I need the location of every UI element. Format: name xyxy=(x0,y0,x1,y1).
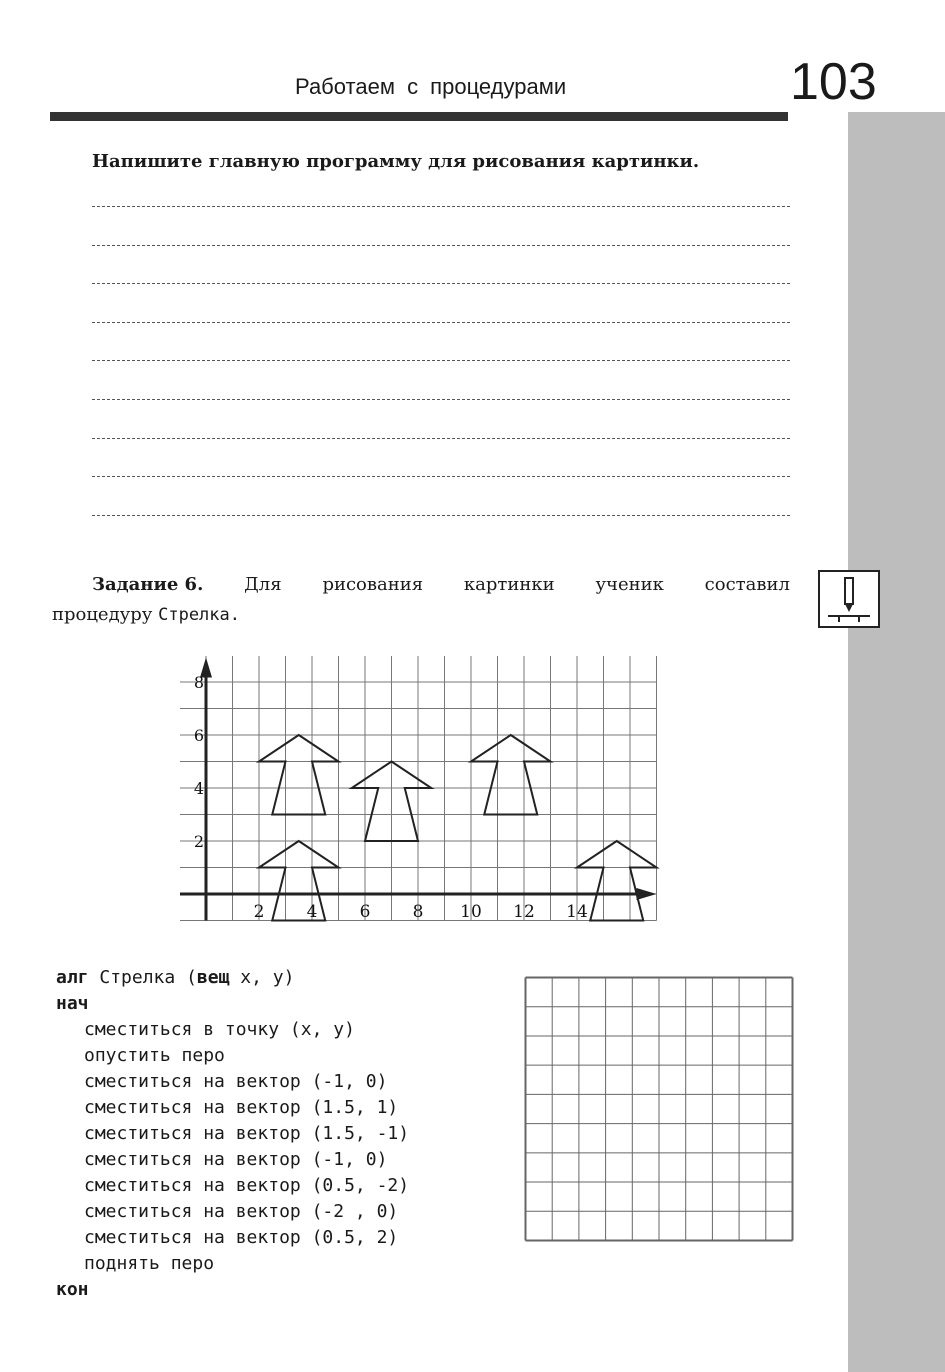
task-line2-prefix: процедуру xyxy=(52,604,153,625)
code-params: x, y) xyxy=(240,967,295,988)
answer-line[interactable] xyxy=(92,438,790,439)
task-label: Задание 6. xyxy=(92,574,204,595)
task-word: составил xyxy=(704,574,790,595)
code-param-open: ( xyxy=(186,967,197,988)
task-word: рисования xyxy=(322,574,424,595)
procedure-name: Стрелка. xyxy=(158,605,240,625)
x-tick-label: 8 xyxy=(412,902,424,922)
code-keyword-alg: алг xyxy=(56,967,89,988)
task-line-1 xyxy=(52,570,790,600)
x-tick-label: 14 xyxy=(566,902,588,922)
code-line: сместиться на вектор (1.5, 1) xyxy=(84,1097,399,1118)
arrow-shape xyxy=(577,841,657,921)
page-header-title: Работаем с процедурами xyxy=(295,74,567,99)
code-line: сместиться в точку (x, y) xyxy=(84,1019,355,1040)
page-side-bar xyxy=(848,112,945,1372)
y-tick-label: 6 xyxy=(193,726,204,745)
x-tick-label: 2 xyxy=(253,902,265,922)
answer-line[interactable] xyxy=(92,245,790,246)
x-tick-label: 4 xyxy=(306,902,318,922)
code-keyword-nach: нач xyxy=(56,993,89,1014)
x-axis-arrowhead xyxy=(637,888,657,900)
y-tick-label: 8 xyxy=(193,673,204,692)
task-word: ученик xyxy=(595,574,664,595)
arrow-shape xyxy=(259,735,339,815)
x-tick-label: 6 xyxy=(359,902,371,922)
answer-line[interactable] xyxy=(92,360,790,361)
task-6 xyxy=(52,570,790,630)
code-line: сместиться на вектор (-1, 0) xyxy=(84,1149,388,1170)
instruction-text: Напишите главную программу для рисования картинки. xyxy=(92,151,700,172)
task-line-2 xyxy=(52,600,790,630)
answer-line[interactable] xyxy=(92,283,790,284)
x-tick-label: 10 xyxy=(460,902,482,922)
pencil-task-icon xyxy=(818,570,880,628)
task-word: картинки xyxy=(463,574,555,595)
y-tick-label: 4 xyxy=(193,779,204,798)
task-word: Для xyxy=(244,574,282,595)
pencil-icon xyxy=(820,572,878,626)
code-keyword-kon: кон xyxy=(56,1279,89,1300)
answer-line[interactable] xyxy=(92,399,790,400)
code-line: сместиться на вектор (0.5, -2) xyxy=(84,1175,410,1196)
answer-line[interactable] xyxy=(92,515,790,516)
answer-line[interactable] xyxy=(92,206,790,207)
header-rule xyxy=(50,112,788,121)
answer-line[interactable] xyxy=(92,476,790,477)
code-line: сместиться на вектор (-2 , 0) xyxy=(84,1201,399,1222)
page-number: 103 xyxy=(790,53,877,111)
empty-drawing-grid xyxy=(524,976,794,1242)
code-line: сместиться на вектор (-1, 0) xyxy=(84,1071,388,1092)
code-header-line xyxy=(56,965,409,991)
code-line: поднять перо xyxy=(84,1253,215,1274)
code-line: сместиться на вектор (1.5, -1) xyxy=(84,1123,410,1144)
answer-line[interactable] xyxy=(92,322,790,323)
x-tick-label: 12 xyxy=(513,902,535,922)
arrow-shape xyxy=(259,841,339,921)
y-tick-label: 2 xyxy=(193,832,204,851)
arrow-grid-figure xyxy=(180,656,660,926)
code-line: сместиться на вектор (0.5, 2) xyxy=(84,1227,399,1248)
code-keyword-veshch: вещ xyxy=(196,967,230,988)
code-line: опустить перо xyxy=(84,1045,225,1066)
arrow-shape xyxy=(471,735,551,815)
code-proc-name: Стрелка xyxy=(99,967,176,988)
procedure-code xyxy=(56,965,409,1303)
